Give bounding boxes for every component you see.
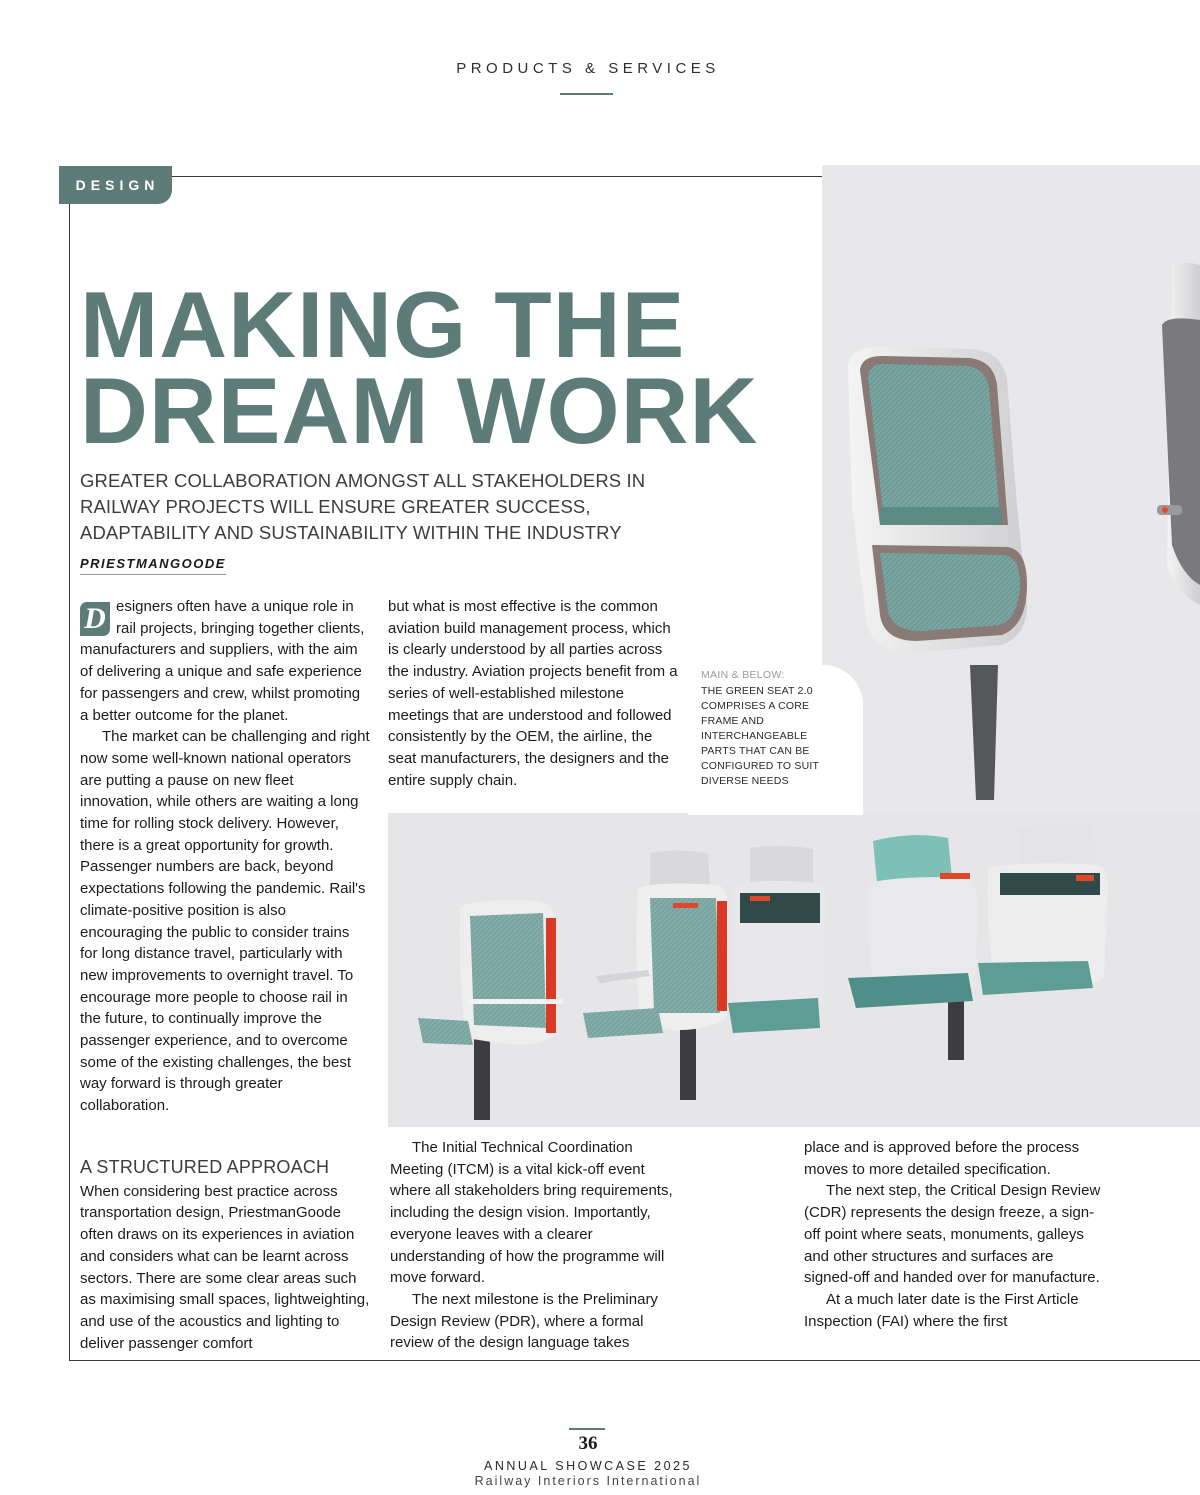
standfirst: GREATER COLLABORATION AMONGST ALL STAKEHOLDERS IN RAILWAY PROJECTS WILL ENSURE GREATER SUCCESS, ADAPTABILITY AND SUSTAINABILITY WITHIN THE INDUSTRY — [80, 470, 646, 543]
body-column-1-lower — [80, 1157, 370, 1354]
paragraph-aviation: but what is most effective is the common aviation build management process, which is clearly understood by all parties across the industry. Aviation projects benefit from a series of well-established milestone meetings that are understood and followed consistently by the OEM, the airline, the seat manufacturers, the designers and the entire supply chain. — [388, 598, 678, 789]
paragraph-intro — [80, 596, 370, 726]
publication-title: ANNUAL SHOWCASE 2025 — [484, 1459, 692, 1473]
headline-line-1: MAKING THE — [80, 272, 686, 377]
caption-title: MAIN & BELOW: — [701, 669, 785, 681]
paragraph-cdr: The next step, the Critical Design Review (CDR) represents the design freeze, a sign-off point where seats, monuments, galleys and other structures and surfaces are signed-off and handed over for manufacture. — [804, 1182, 1101, 1287]
subhead: A STRUCTURED APPROACH — [80, 1157, 330, 1177]
headline — [80, 272, 840, 463]
paragraph-market: The market can be challenging and right now some well-known national operators are putting a pause on new fleet innovation, while others are waiting a long time for rolling stock delivery. However, there is a great opportunity for growth. Passenger numbers are back, beyond expectations following the pandemic. Rail's climate-positive position is also encouraging the public to consider trains for long distance travel, particularly with new improvements to overnight travel. To encourage more people to choose rail in the future, to continually improve the passenger experience, and to overcome some of the existing challenges, the best way forward is through greater collaboration. — [80, 728, 370, 1115]
paragraph-fai: At a much later date is the First Article Inspection (FAI) where the first — [804, 1290, 1079, 1330]
body-column-3 — [804, 1137, 1104, 1332]
seats-row-photo — [388, 813, 1200, 1127]
magazine-name: Railway Interiors International — [474, 1474, 702, 1488]
footer-rule — [569, 1428, 605, 1430]
frame-left-line — [69, 200, 70, 1361]
frame-top-line — [160, 176, 823, 177]
body-column-2-lower — [390, 1137, 685, 1354]
body-column-1 — [80, 596, 370, 1117]
paragraph-best-practice: When considering best practice across transportation design, PriestmanGoode often draws on its experiences in aviation and considers what can be learnt across sectors. There are some clear areas such as maximising small spaces, lightweighting, and use of the acoustics and lighting to deliver passenger comfort — [80, 1182, 370, 1352]
paragraph-pdr: The next milestone is the Preliminary Design Review (PDR), where a formal review of the design language takes — [390, 1290, 658, 1352]
page-number: 36 — [578, 1433, 598, 1454]
single-seat-illustration — [822, 165, 1200, 815]
paragraph-intro-text: esigners often have a unique role in rail projects, bringing together clients, manufacturers and suppliers, with the aim of delivering a unique and safe experience for passengers and crew, whilst promoting a better outcome for the planet. — [80, 598, 365, 724]
section-header: PRODUCTS & SERVICES — [456, 60, 720, 77]
paragraph-itcm: The Initial Technical Coordination Meeting (ITCM) is a vital kick-off event where all stakeholders bring requirements, including the design vision. Importantly, everyone leaves with a clearer understanding of how the programme will move forward. — [390, 1139, 673, 1287]
category-tag: DESIGN — [59, 166, 172, 204]
caption-body: THE GREEN SEAT 2.0 COMPRISES A CORE FRAME AND INTERCHANGEABLE PARTS THAT CAN BE CONFIGURED TO SUIT DIVERSE NEEDS — [701, 685, 819, 787]
seat-configurations-illustration — [388, 813, 1200, 1127]
body-column-2 — [388, 596, 683, 791]
main-photo — [822, 165, 1200, 815]
paragraph-approval: place and is approved before the process moves to more detailed specification. — [804, 1139, 1080, 1178]
section-rule — [560, 93, 613, 95]
byline: PRIESTMANGOODE — [80, 556, 226, 575]
headline-line-2: DREAM WORK — [80, 358, 759, 463]
drop-cap: D — [80, 602, 110, 636]
frame-bottom-line — [69, 1360, 1200, 1361]
